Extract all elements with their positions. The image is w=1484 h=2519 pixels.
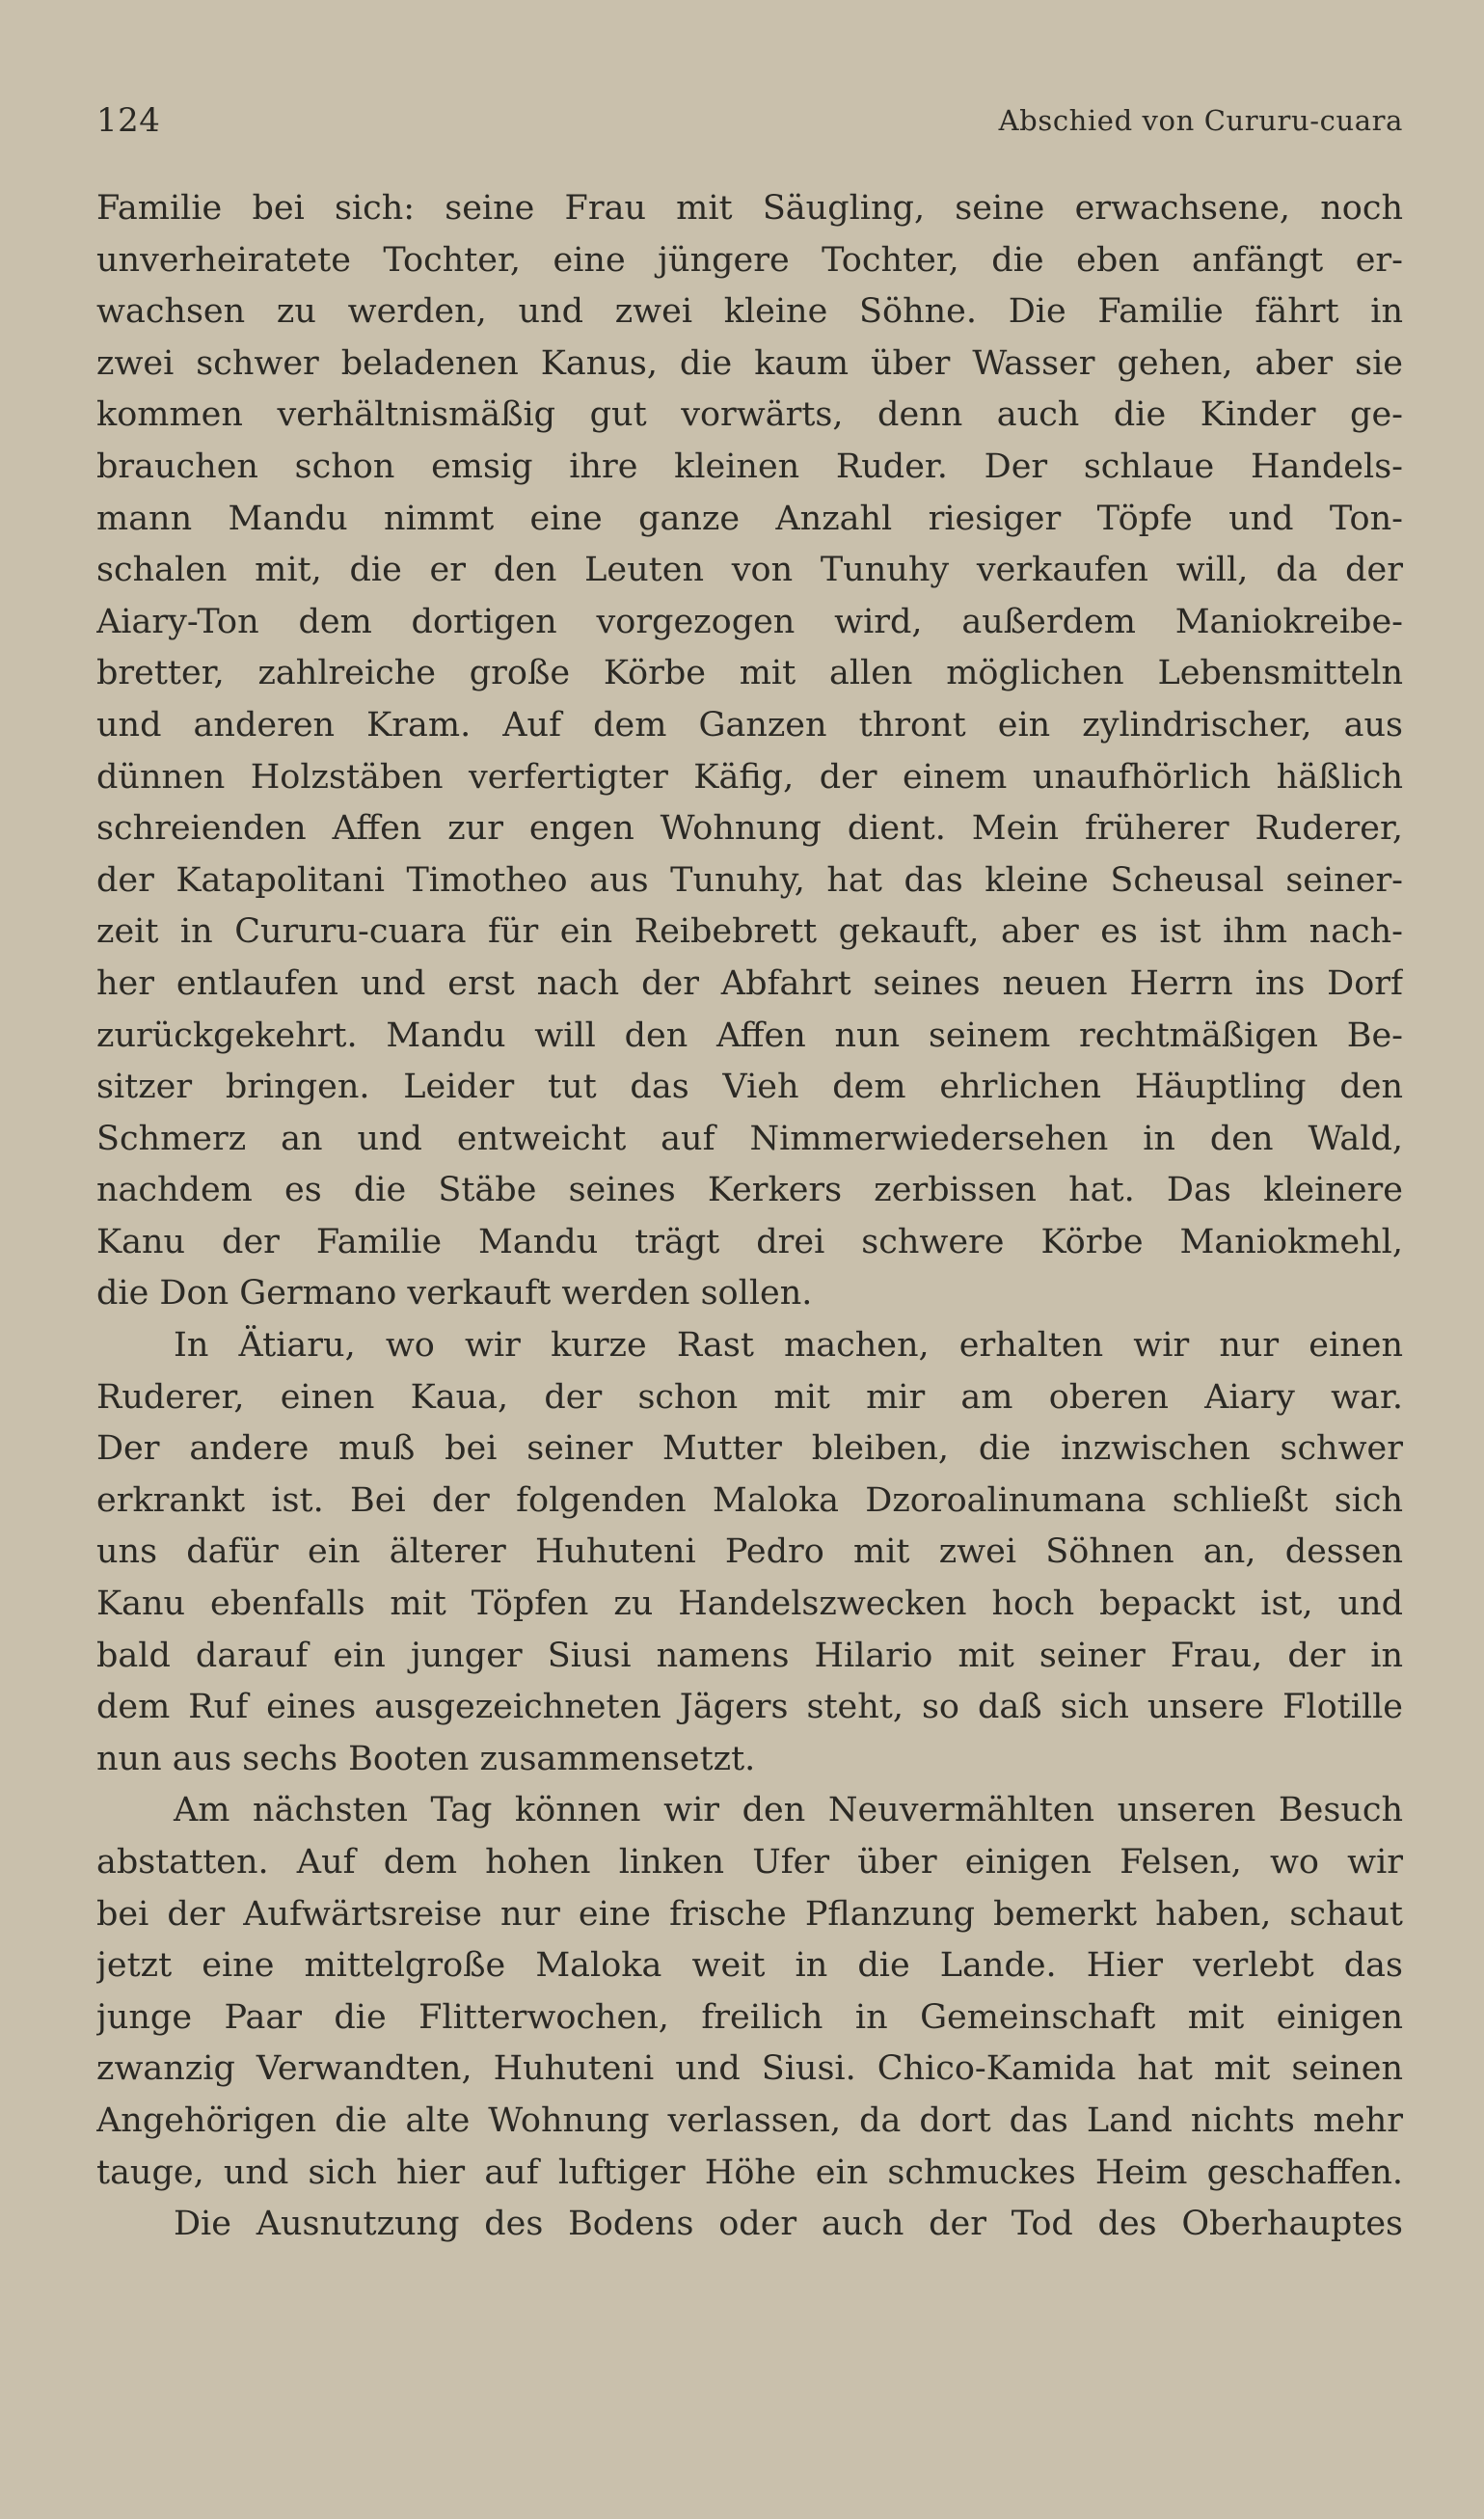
- text-line: Am nächsten Tag können wir den Neuvermählten unseren Besuch: [174, 1791, 1403, 1830]
- text-line: nun aus sechs Booten zusammensetzt.: [96, 1739, 756, 1778]
- text-line: Kanu ebenfalls mit Töpfen zu Handelszwecken hoch bepackt ist, und: [96, 1585, 1403, 1624]
- text-line: In Ätiaru, wo wir kurze Rast machen, erhalten wir nur einen: [174, 1326, 1403, 1366]
- text-line: Angehörigen die alte Wohnung verlassen, da dort das Land nichts mehr: [96, 2100, 1403, 2140]
- text-line: mann Mandu nimmt eine ganze Anzahl riesiger Töpfe und Ton-: [96, 499, 1403, 538]
- text-line: jetzt eine mittelgroße Maloka weit in die Lande. Hier verlebt das: [96, 1946, 1403, 1986]
- text-line: wachsen zu werden, und zwei kleine Söhne. Die Familie fährt in: [96, 292, 1403, 332]
- text-line: zwanzig Verwandten, Huhuteni und Siusi. Chico-Kamida hat mit seinen: [96, 2049, 1403, 2089]
- text-line: sitzer bringen. Leider tut das Vieh dem ehrlichen Häuptling den: [96, 1068, 1403, 1107]
- text-line: Kanu der Familie Mandu trägt drei schwere Körbe Maniokmehl,: [96, 1222, 1403, 1261]
- text-line: zwei schwer beladenen Kanus, die kaum über Wasser gehen, aber sie: [96, 343, 1403, 383]
- text-line: kommen verhältnismäßig gut vorwärts, denn auch die Kinder ge-: [96, 395, 1403, 435]
- text-line: dem Ruf eines ausgezeichneten Jägers steht, so daß sich unsere Flotille: [96, 1688, 1403, 1727]
- text-line: bretter, zahlreiche große Körbe mit allen möglichen Lebensmitteln: [96, 654, 1403, 693]
- text-line: dünnen Holzstäben verfertigter Käfig, der einem unaufhörlich häßlich: [96, 757, 1403, 797]
- text-line: Familie bei sich: seine Frau mit Säugling, seine erwachsene, noch: [96, 189, 1403, 228]
- text-line: brauchen schon emsig ihre kleinen Ruder. Der schlaue Handels-: [96, 447, 1403, 486]
- text-line: bald darauf ein junger Siusi namens Hilario mit seiner Frau, der in: [96, 1636, 1403, 1675]
- running-head: Abschied von Cururu-cuara: [998, 104, 1403, 137]
- text-line: tauge, und sich hier auf luftiger Höhe ein schmuckes Heim geschaffen.: [96, 2153, 1403, 2192]
- text-line: abstatten. Auf dem hohen linken Ufer über einigen Felsen, wo wir: [96, 1843, 1403, 1882]
- text-line: bei der Aufwärtsreise nur eine frische Pflanzung bemerkt haben, schaut: [96, 1894, 1403, 1934]
- text-line: zeit in Cururu-cuara für ein Reibebrett gekauft, aber es ist ihm nach-: [96, 912, 1403, 952]
- page-header: [96, 96, 1403, 145]
- text-line: und anderen Kram. Auf dem Ganzen thront ein zylindrischer, aus: [96, 705, 1403, 745]
- text-line: zurückgekehrt. Mandu will den Affen nun seinem rechtmäßigen Be-: [96, 1016, 1403, 1055]
- text-line: unverheiratete Tochter, eine jüngere Tochter, die eben anfängt er-: [96, 240, 1403, 280]
- text-line: Aiary-Ton dem dortigen vorgezogen wird, außerdem Maniokreibe-: [96, 602, 1403, 641]
- text-line: uns dafür ein älterer Huhuteni Pedro mit zwei Söhnen an, dessen: [96, 1532, 1403, 1572]
- text-line: schalen mit, die er den Leuten von Tunuhy verkaufen will, da der: [96, 551, 1403, 590]
- text-line: Ruderer, einen Kaua, der schon mit mir am oberen Aiary war.: [96, 1377, 1403, 1417]
- text-line: der Katapolitani Timotheo aus Tunuhy, hat das kleine Scheusal seiner-: [96, 860, 1403, 900]
- text-line: die Don Germano verkauft werden sollen.: [96, 1274, 813, 1314]
- text-line: junge Paar die Flitterwochen, freilich in Gemeinschaft mit einigen: [96, 1997, 1403, 2037]
- text-line: Schmerz an und entweicht auf Nimmerwiedersehen in den Wald,: [96, 1119, 1403, 1158]
- body-text: [96, 183, 1403, 2251]
- page-number: 124: [96, 101, 161, 140]
- text-line: erkrankt ist. Bei der folgenden Maloka Dzoroalinumana schließt sich: [96, 1480, 1403, 1520]
- text-line: schreienden Affen zur engen Wohnung dient. Mein früherer Ruderer,: [96, 809, 1403, 849]
- text-line: Die Ausnutzung des Bodens oder auch der Tod des Oberhauptes: [174, 2205, 1403, 2244]
- text-line: Der andere muß bei seiner Mutter bleiben, die inzwischen schwer: [96, 1429, 1403, 1469]
- text-line: her entlaufen und erst nach der Abfahrt seines neuen Herrn ins Dorf: [96, 963, 1403, 1003]
- text-line: nachdem es die Stäbe seines Kerkers zerbissen hat. Das kleinere: [96, 1171, 1403, 1210]
